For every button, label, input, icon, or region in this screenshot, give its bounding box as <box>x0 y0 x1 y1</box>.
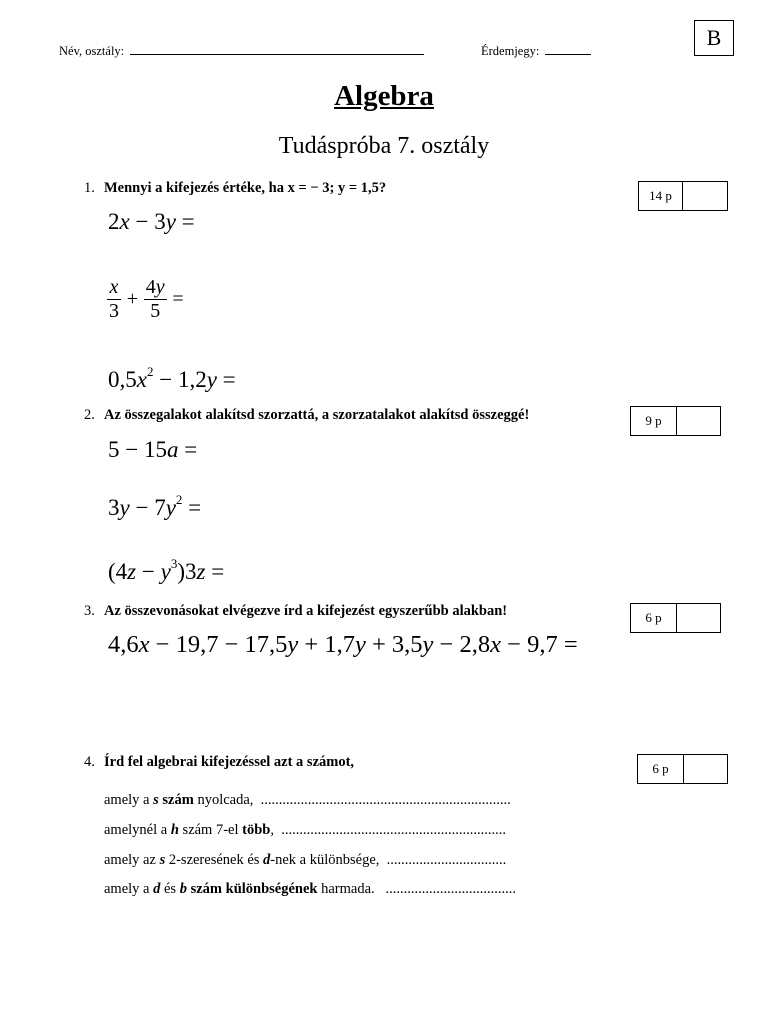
item-variable: h <box>170 822 179 838</box>
name-label: Név, osztály: <box>59 44 125 58</box>
q4-item-3 <box>104 852 506 869</box>
score-blank[interactable] <box>677 604 720 632</box>
item-variable: d <box>153 881 161 897</box>
q4-item-1 <box>104 792 511 809</box>
item-text: , <box>375 852 380 868</box>
variant-box: B <box>694 20 734 56</box>
score-label: 9 p <box>631 407 677 435</box>
item-text: több <box>242 822 271 838</box>
question-1 <box>84 180 386 197</box>
expr-2a: 5 − 15a = <box>108 437 198 462</box>
page-title: Algebra <box>334 80 434 112</box>
expr-1c: $0,5x^2 - 1,2y$ = <box>108 364 236 392</box>
question-2 <box>84 407 529 424</box>
expr-3: 4,6x − 19,7 − 17,5y + 1,7y + 3,5y − 2,8x − 9,7 = <box>108 631 578 658</box>
score-blank[interactable] <box>684 755 727 783</box>
score-box-3 <box>630 603 721 633</box>
answer-dots[interactable]: .................................... <box>385 881 517 897</box>
expr-2b: $3y - 7y^2$ = <box>108 492 202 520</box>
question-text: Az összegalakot alakítsd szorzattá, a szorzatalakot alakítsd összeggé! <box>104 407 530 423</box>
question-text: Az összevonásokat elvégezve írd a kifejezést egyszerűbb alakban! <box>104 603 508 619</box>
item-variable: b <box>179 881 187 897</box>
score-label: 6 p <box>631 604 677 632</box>
item-text: szám különbségének <box>186 881 318 897</box>
score-blank[interactable] <box>683 182 727 210</box>
item-variable: s <box>153 792 159 808</box>
score-label: 6 p <box>638 755 684 783</box>
score-box-4 <box>637 754 728 784</box>
item-text: amely a <box>104 881 154 897</box>
name-blank-line[interactable] <box>130 54 424 55</box>
question-number: 2. <box>84 407 95 423</box>
question-number: 4. <box>84 754 95 770</box>
answer-dots[interactable]: ................................. <box>386 852 507 868</box>
page-subtitle: Tudáspróba 7. osztály <box>278 133 490 159</box>
item-text: nyolcada, <box>193 792 254 808</box>
score-label: 14 p <box>639 182 683 210</box>
score-box-2 <box>630 406 721 436</box>
grade-field <box>481 44 591 59</box>
item-text: szám <box>158 792 194 808</box>
item-variable: d <box>263 852 271 868</box>
item-text: -nek a különbsége <box>270 852 376 868</box>
item-text: 2-szeresének és <box>165 852 264 868</box>
q4-item-4 <box>104 881 516 898</box>
score-box-1 <box>638 181 728 211</box>
grade-label: Érdemjegy: <box>481 44 540 58</box>
item-text: amely a <box>104 792 154 808</box>
item-text: harmada. <box>317 881 375 897</box>
fraction-4y-5: $\frac{4y}{5}$ <box>145 276 165 322</box>
fraction-x-3: $\frac{x}{3}$ <box>109 276 119 322</box>
expr-2c: $(4z - y^3)3z$ = <box>108 556 225 584</box>
question-number: 1. <box>84 180 95 196</box>
name-field <box>59 44 424 59</box>
question-4 <box>84 754 354 771</box>
expr-1a: 2x − 3y = <box>108 209 195 234</box>
score-blank[interactable] <box>677 407 720 435</box>
item-text: amely az <box>104 852 160 868</box>
question-text: Írd fel algebrai kifejezéssel azt a számot, <box>104 754 355 770</box>
answer-dots[interactable]: .............................................................. <box>281 822 506 838</box>
item-text: , <box>270 822 274 838</box>
item-variable: s <box>159 852 166 868</box>
item-text: amelynél a <box>104 822 171 838</box>
expr-1b: $\frac{x}{3}$ + $\frac{4y}{5}$ = <box>109 276 184 322</box>
grade-blank-line[interactable] <box>545 54 591 55</box>
question-3 <box>84 603 507 620</box>
answer-dots[interactable]: ..................................................................... <box>260 792 511 808</box>
item-text: szám 7-el <box>178 822 243 838</box>
q4-item-2 <box>104 822 506 839</box>
question-number: 3. <box>84 603 95 619</box>
question-text: Mennyi a kifejezés értéke, ha x = − 3; y = 1,5? <box>104 180 387 196</box>
item-text: és <box>160 881 180 897</box>
